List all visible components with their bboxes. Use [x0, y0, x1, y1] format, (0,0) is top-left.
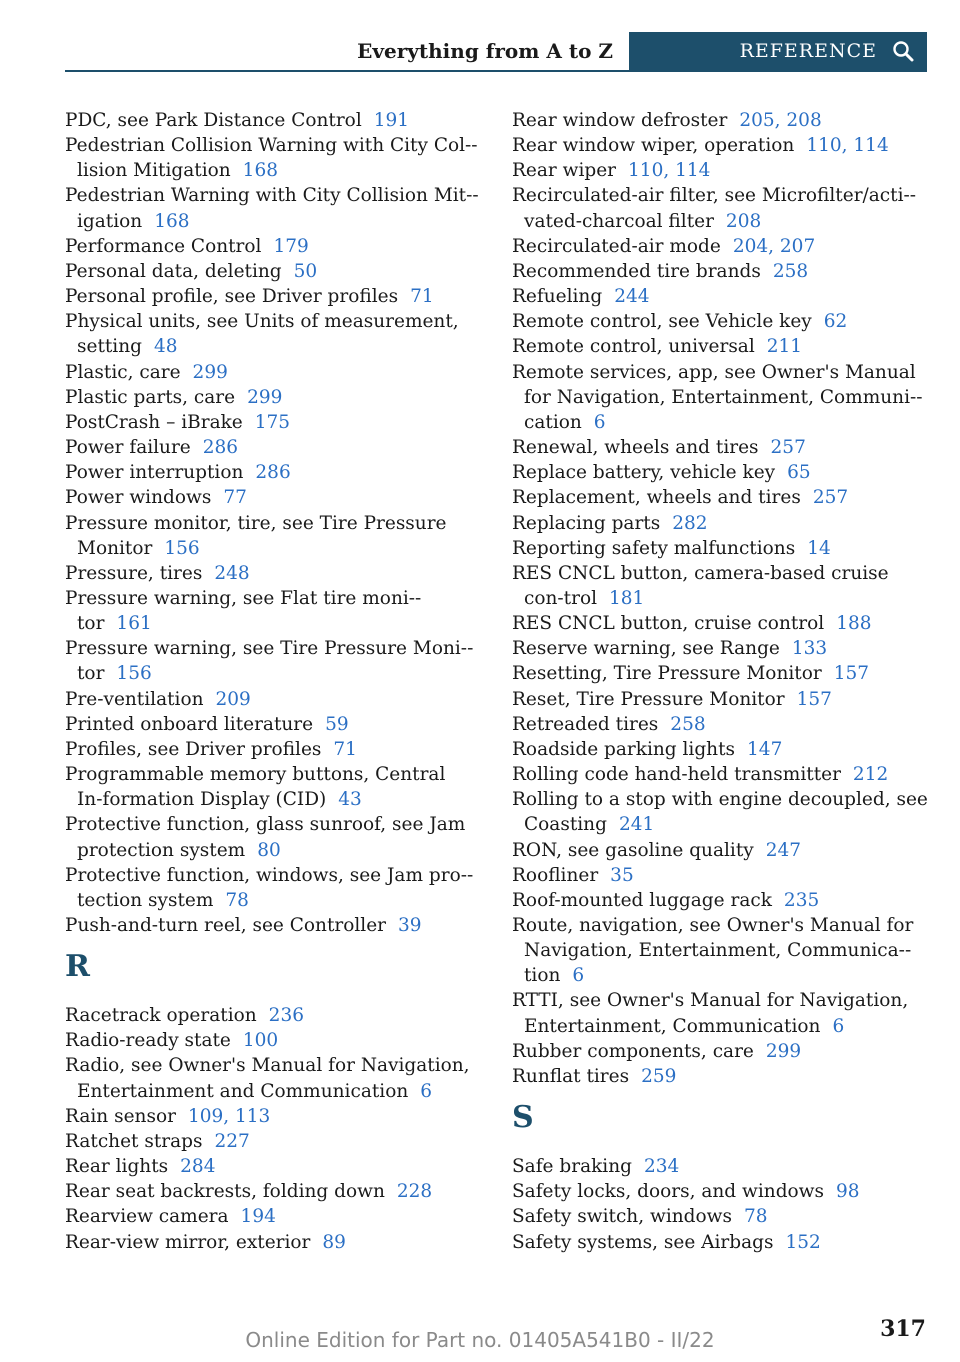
index-entry-text: RES CNCL button, cruise control: [512, 613, 825, 635]
index-entry: [512, 1179, 930, 1204]
index-entry-page-link[interactable]: 257: [812, 487, 849, 509]
page-header: [65, 32, 927, 72]
index-entry-page-link[interactable]: 156: [164, 537, 200, 559]
index-entry-page-link[interactable]: 244: [614, 286, 650, 308]
index-entry-page-link[interactable]: 209: [215, 688, 251, 710]
index-entry-page-link[interactable]: 71: [410, 286, 434, 308]
index-entry-text: Roofliner: [512, 864, 599, 886]
index-entry: [512, 888, 930, 913]
index-entry-text: Physical units, see Units of measurement, setting: [65, 311, 459, 358]
index-entry: [65, 360, 480, 385]
index-entry: [65, 435, 480, 460]
index-entry: [512, 1154, 930, 1179]
index-entry-text: Safety systems, see Airbags: [512, 1231, 774, 1253]
index-entry-text: Renewal, wheels and tires: [512, 437, 759, 459]
index-entry: [512, 460, 930, 485]
index-entry: [512, 762, 930, 787]
index-entry-text: Profiles, see Driver profiles: [65, 738, 322, 760]
index-entry-page-link[interactable]: 282: [672, 512, 708, 534]
index-entry-text: Personal data, deleting: [65, 260, 282, 282]
index-entry-text: Plastic parts, care: [65, 386, 236, 408]
index-entry: [512, 485, 930, 510]
index-entry-page-link[interactable]: 258: [670, 713, 706, 735]
index-entry-text: PDC, see Park Distance Control: [65, 110, 362, 131]
index-entry-text: Runflat tires: [512, 1065, 630, 1087]
index-entry-text: Protective function, windows, see Jam pro-tection system: [65, 864, 474, 911]
index-entry-text: Reset, Tire Pressure Monitor: [512, 688, 785, 710]
index-entry-text: Plastic, care: [65, 361, 181, 383]
index-entry: [65, 183, 480, 233]
index-entry-text: Replacing parts: [512, 512, 661, 534]
index-entry: [512, 309, 930, 334]
index-entry: [512, 108, 930, 133]
footer-edition-note: Online Edition for Part no. 01405A541B0 - II/22: [245, 1328, 715, 1352]
index-entry: [512, 712, 930, 737]
index-entry: [65, 1104, 480, 1129]
index-entry-text: Roadside parking lights: [512, 738, 736, 760]
section-heading-r: R: [65, 949, 90, 985]
index-entry-page-link[interactable]: 71: [333, 738, 357, 760]
index-entry-text: Performance Control: [65, 235, 262, 257]
index-entry-text: Rearview camera: [65, 1206, 229, 1228]
reference-tab-label: REFERENCE: [739, 40, 877, 62]
index-entry-page-link[interactable]: 50: [293, 260, 318, 282]
index-entry: [65, 913, 480, 938]
index-entry-text: Rain sensor: [65, 1105, 176, 1127]
index-entry: [512, 158, 930, 183]
index-entry-page-link[interactable]: 168: [242, 160, 278, 182]
index-entry-page-link[interactable]: 208: [725, 210, 762, 232]
index-entry-page-link[interactable]: 299: [247, 386, 283, 408]
index-entry-text: Protective function, glass sunroof, see Jam protection system: [65, 814, 466, 861]
index-entry-text: RON, see gasoline quality: [512, 839, 754, 861]
index-entry-text: Rolling to a stop with engine decoupled, see Coasting: [512, 789, 928, 836]
index-entry-page-link[interactable]: 286: [255, 462, 291, 484]
index-entry: [512, 183, 930, 233]
index-entry-text: Radio-ready state: [65, 1030, 231, 1052]
index-entry-text: Rear wiper: [512, 160, 617, 182]
index-entry-page-link[interactable]: 194: [240, 1206, 276, 1228]
index-entry: [512, 636, 930, 661]
index-entry: [65, 133, 480, 183]
index-entry-page-link[interactable]: 6: [832, 1015, 845, 1037]
index-entry-text: Rubber components, care: [512, 1040, 754, 1062]
index-entry-page-link[interactable]: 188: [836, 613, 872, 635]
index-entry-text: Pressure monitor, tire, see Tire Pressure Monitor: [65, 512, 447, 559]
index-entry-page-link[interactable]: 204, 207: [732, 235, 816, 257]
index-entry: [65, 234, 480, 259]
index-entry-page-link[interactable]: 258: [772, 260, 809, 282]
index-entry: [65, 108, 480, 133]
index-entry-page-link[interactable]: 247: [765, 839, 802, 861]
index-entry: [512, 536, 930, 561]
index-entry-text: Pedestrian Warning with City Collision Mit-igation: [65, 185, 479, 232]
index-entry-page-link[interactable]: 147: [747, 738, 783, 760]
page-number: 317: [880, 1316, 926, 1342]
index-entry: [65, 309, 480, 359]
index-entry-text: Programmable memory buttons, Central In-formation Display (CID): [65, 764, 446, 811]
index-entry-page-link[interactable]: 39: [398, 915, 422, 936]
index-entry: [512, 988, 930, 1038]
index-entry-page-link[interactable]: 299: [192, 361, 228, 383]
index-entry-page-link[interactable]: 284: [180, 1156, 216, 1178]
index-entry: [512, 511, 930, 536]
index-entry-text: Pressure warning, see Tire Pressure Moni-tor: [65, 638, 474, 685]
index-entry-text: Rear-view mirror, exterior: [65, 1231, 311, 1253]
index-list-s: [512, 1154, 930, 1255]
index-entry: [512, 360, 930, 435]
index-entry-text: Rear window defroster: [512, 110, 728, 131]
index-entry: [65, 259, 480, 284]
index-entry-page-link[interactable]: 48: [154, 336, 178, 358]
index-entry: [512, 611, 930, 636]
index-list-r-continued: [512, 108, 930, 1089]
index-entry-text: Refueling: [512, 286, 603, 308]
index-entry-page-link[interactable]: 43: [338, 789, 362, 811]
index-entry-text: Roof-mounted luggage rack: [512, 889, 772, 911]
search-icon: [891, 39, 915, 63]
index-entry: [65, 636, 480, 686]
index-entry: [65, 561, 480, 586]
index-entry-page-link[interactable]: 205, 208: [739, 110, 822, 131]
index-entry-page-link[interactable]: 110, 114: [628, 160, 711, 182]
index-entry-text: Power windows: [65, 487, 212, 509]
index-entry-page-link[interactable]: 157: [796, 688, 832, 710]
index-entry-text: Replacement, wheels and tires: [512, 487, 801, 509]
index-entry-page-link[interactable]: 234: [643, 1156, 680, 1178]
index-entry-text: Safety switch, windows: [512, 1206, 732, 1228]
index-entry-text: Radio, see Owner's Manual for Navigation, Entertainment and Communication: [65, 1055, 470, 1102]
index-entry-text: Recirculated-air mode: [512, 235, 721, 257]
index-entry-text: Recirculated-air filter, see Microfilter/acti-vated-charcoal filter: [512, 185, 917, 232]
index-list-p: [65, 108, 480, 938]
index-entry: [512, 1230, 930, 1255]
index-entry-page-link[interactable]: 14: [807, 537, 831, 559]
index-entry-text: Rear window wiper, operation: [512, 135, 795, 157]
index-entry-text: Reporting safety malfunctions: [512, 537, 796, 559]
index-entry: [65, 1129, 480, 1154]
index-entry-page-link[interactable]: 259: [641, 1065, 677, 1087]
index-entry-text: Remote control, universal: [512, 336, 755, 358]
index-entry: [65, 1204, 480, 1229]
index-entry: [65, 737, 480, 762]
index-entry: [65, 712, 480, 737]
index-entry: [512, 234, 930, 259]
index-entry-text: Printed onboard literature: [65, 713, 314, 735]
index-entry: [512, 561, 930, 611]
header-rule: [65, 70, 927, 72]
index-entry-text: Pressure, tires: [65, 562, 203, 584]
index-entry-page-link[interactable]: 156: [116, 663, 152, 685]
index-entry-text: Route, navigation, see Owner's Manual for Navigation, Entertainment, Communica-tion: [512, 915, 914, 987]
index-entry-text: Recommended tire brands: [512, 260, 761, 282]
index-entry: [65, 812, 480, 862]
index-entry-page-link[interactable]: 65: [787, 462, 811, 484]
index-entry-text: Reserve warning, see Range: [512, 638, 780, 660]
index-column-left: [65, 108, 480, 1255]
index-entry-page-link[interactable]: 212: [852, 764, 889, 786]
index-entry: [65, 284, 480, 309]
index-entry-page-link[interactable]: 100: [242, 1030, 279, 1052]
index-entry-text: RES CNCL button, camera-based cruise con-trol: [512, 562, 889, 609]
index-entry-page-link[interactable]: 62: [823, 311, 848, 333]
index-entry-text: Power failure: [65, 437, 191, 459]
index-column-right: [512, 108, 930, 1255]
index-entry-text: Push-and-turn reel, see Controller: [65, 915, 386, 936]
index-entry: [512, 133, 930, 158]
index-entry-page-link[interactable]: 179: [273, 235, 309, 257]
index-entry-text: Remote control, see Vehicle key: [512, 311, 812, 333]
index-entry: [512, 787, 930, 837]
index-entry: [65, 586, 480, 636]
index-entry: [512, 863, 930, 888]
index-entry: [512, 435, 930, 460]
index-entry: [512, 334, 930, 359]
index-entry-page-link[interactable]: 80: [257, 839, 281, 861]
index-entry-page-link[interactable]: 78: [743, 1206, 768, 1228]
index-entry-page-link[interactable]: 241: [618, 814, 655, 836]
index-entry: [65, 1154, 480, 1179]
index-entry-page-link[interactable]: 59: [325, 713, 349, 735]
index-entry-page-link[interactable]: 257: [770, 437, 806, 459]
index-entry-text: Remote services, app, see Owner's Manual for Navigation, Entertainment, Communi-cation: [512, 361, 923, 433]
index-entry-page-link[interactable]: 110, 114: [806, 135, 889, 157]
index-entry-text: Replace battery, vehicle key: [512, 462, 776, 484]
index-entry-page-link[interactable]: 175: [254, 411, 291, 433]
index-entry-text: Power interruption: [65, 462, 244, 484]
index-entry: [65, 863, 480, 913]
index-entry: [512, 284, 930, 309]
index-entry-page-link[interactable]: 228: [396, 1181, 433, 1203]
index-entry: [65, 485, 480, 510]
index-entry: [65, 762, 480, 812]
index-entry-text: Rolling code hand-held transmitter: [512, 764, 841, 786]
reference-tab[interactable]: [629, 32, 927, 70]
index-entry-text: Pedestrian Collision Warning with City Col-lision Mitigation: [65, 135, 478, 182]
index-entry-text: RTTI, see Owner's Manual for Navigation, Entertainment, Communication: [512, 990, 909, 1037]
index-entry-text: Safety locks, doors, and windows: [512, 1181, 825, 1203]
section-heading-s: S: [512, 1100, 534, 1136]
index-entry-page-link[interactable]: 6: [593, 411, 606, 433]
index-entry-page-link[interactable]: 236: [268, 1005, 304, 1027]
index-entry: [65, 511, 480, 561]
index-entry-page-link[interactable]: 191: [373, 110, 410, 131]
index-entry-page-link[interactable]: 133: [791, 638, 828, 660]
index-entry-text: Safe braking: [512, 1156, 632, 1178]
index-entry-page-link[interactable]: 168: [154, 210, 190, 232]
index-entry-page-link[interactable]: 98: [836, 1181, 860, 1203]
index-entry-page-link[interactable]: 109, 113: [187, 1105, 271, 1127]
index-entry-page-link[interactable]: 235: [783, 889, 820, 911]
index-entry-text: Pre-ventilation: [65, 688, 204, 710]
index-list-r: [65, 1003, 480, 1255]
index-entry: [512, 661, 930, 686]
index-entry-page-link[interactable]: 77: [223, 487, 247, 509]
index-entry-page-link[interactable]: 6: [572, 965, 585, 987]
index-entry-page-link[interactable]: 248: [214, 562, 250, 584]
index-entry-page-link[interactable]: 157: [833, 663, 870, 685]
index-entry-text: PostCrash – iBrake: [65, 411, 243, 433]
index-entry-page-link[interactable]: 6: [420, 1080, 433, 1102]
index-entry-text: Rear seat backrests, folding down: [65, 1181, 385, 1203]
index-entry-text: Personal profile, see Driver profiles: [65, 286, 399, 308]
index-entry: [512, 1039, 930, 1064]
index-entry-text: Pressure warning, see Flat tire moni-tor: [65, 587, 422, 635]
index-entry-page-link[interactable]: 286: [202, 437, 239, 459]
index-entry-text: Rear lights: [65, 1156, 169, 1178]
index-entry-text: Ratchet straps: [65, 1130, 203, 1152]
index-entry: [512, 838, 930, 863]
index-entry: [65, 1003, 480, 1028]
index-entry: [512, 687, 930, 712]
index-entry-page-link[interactable]: 35: [610, 864, 634, 886]
index-entry-text: Resetting, Tire Pressure Monitor: [512, 663, 822, 685]
header-title: Everything from A to Z: [357, 39, 613, 63]
index-entry: [65, 385, 480, 410]
index-entry: [65, 1230, 480, 1255]
index-entry-text: Retreaded tires: [512, 713, 659, 735]
index-entry-page-link[interactable]: 78: [225, 889, 249, 911]
index-entry-text: Racetrack operation: [65, 1005, 257, 1027]
index-entry: [65, 410, 480, 435]
index-entry: [65, 460, 480, 485]
index-entry-page-link[interactable]: 89: [322, 1231, 346, 1253]
index-entry: [512, 259, 930, 284]
index-entry-page-link[interactable]: 152: [785, 1231, 821, 1253]
index-entry: [512, 1064, 930, 1089]
index-entry: [512, 1204, 930, 1229]
index-entry: [65, 1053, 480, 1103]
index-entry-page-link[interactable]: 161: [116, 613, 152, 635]
index-entry: [512, 737, 930, 762]
index-entry: [65, 1028, 480, 1053]
index-entry: [512, 913, 930, 988]
index-entry: [65, 1179, 480, 1204]
index-entry-page-link[interactable]: 299: [765, 1040, 802, 1062]
index-entry-page-link[interactable]: 181: [609, 587, 645, 609]
index-entry: [65, 687, 480, 712]
index-entry-page-link[interactable]: 211: [766, 336, 803, 358]
index-entry-page-link[interactable]: 227: [214, 1130, 250, 1152]
